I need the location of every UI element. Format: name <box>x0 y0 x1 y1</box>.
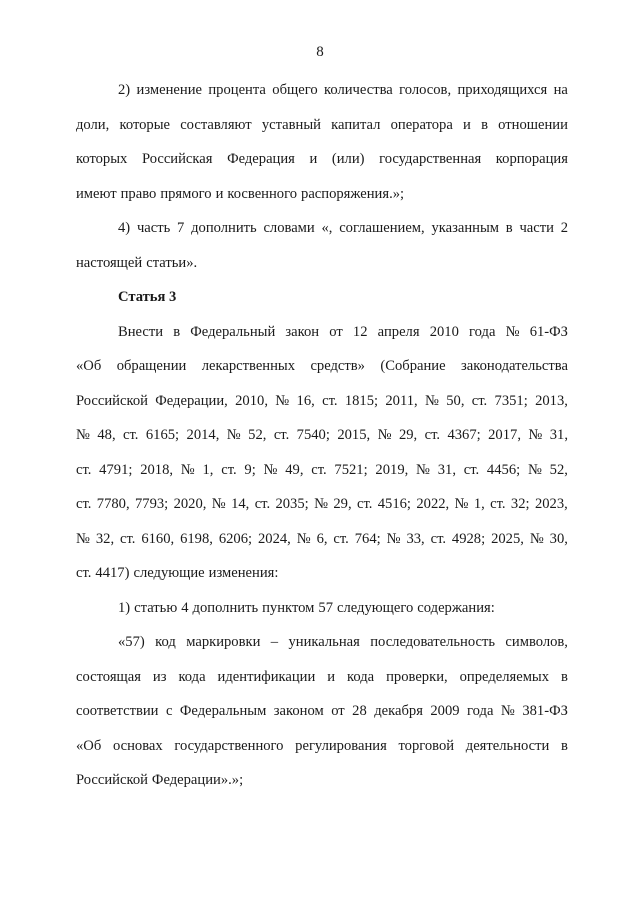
text-line: «Об обращении лекарственных средств» (Собрание законодательства <box>76 358 568 374</box>
text-line: имеют право прямого и косвенного распоряжения.»; <box>76 185 405 202</box>
paragraph <box>76 216 568 285</box>
text-line: «Об основах государственного регулирования торговой деятельности в <box>76 737 568 754</box>
page-number: 8 <box>316 44 324 60</box>
text-line: соответствии с Федеральным законом от 28 декабря 2009 года № 381-ФЗ <box>76 703 568 719</box>
document-body <box>76 78 568 803</box>
text-line: состоящая из кода идентификации и кода проверки, определяемых в <box>76 668 568 685</box>
paragraph <box>76 630 568 803</box>
text-line: Российской Федерации».»; <box>76 772 244 788</box>
paragraph <box>76 78 568 216</box>
paragraph <box>76 320 568 596</box>
text-line: которых Российская Федерация и (или) государственная корпорация <box>76 151 568 167</box>
text-line: Внести в Федеральный закон от 12 апреля 2010 года № 61-ФЗ <box>118 323 568 340</box>
article-heading: Статья 3 <box>118 289 177 305</box>
text-line: ст. 4417) следующие изменения: <box>76 565 279 581</box>
text-line: «57) код маркировки – уникальная последовательность символов, <box>118 634 568 650</box>
text-line: № 32, ст. 6160, 6198, 6206; 2024, № 6, ст. 764; № 33, ст. 4928; 2025, № 30, <box>76 530 568 547</box>
text-line: 2) изменение процента общего количества голосов, приходящихся на <box>118 82 568 98</box>
text-line: ст. 7780, 7793; 2020, № 14, ст. 2035; № 29, ст. 4516; 2022, № 1, ст. 32; 2023, <box>76 496 568 512</box>
text-line: 1) статью 4 дополнить пунктом 57 следующего содержания: <box>118 599 495 616</box>
text-line: Российской Федерации, 2010, № 16, ст. 1815; 2011, № 50, ст. 7351; 2013, <box>76 392 568 409</box>
text-line: ст. 4791; 2018, № 1, ст. 9; № 49, ст. 7521; 2019, № 31, ст. 4456; № 52, <box>76 461 568 478</box>
text-line: 4) часть 7 дополнить словами «, соглашением, указанным в части 2 <box>118 220 568 236</box>
paragraph <box>76 596 568 631</box>
text-line: доли, которые составляют уставный капитал оператора и в отношении <box>76 116 568 133</box>
text-line: № 48, ст. 6165; 2014, № 52, ст. 7540; 2015, № 29, ст. 4367; 2017, № 31, <box>76 427 568 443</box>
text-line: настоящей статьи». <box>76 254 198 271</box>
